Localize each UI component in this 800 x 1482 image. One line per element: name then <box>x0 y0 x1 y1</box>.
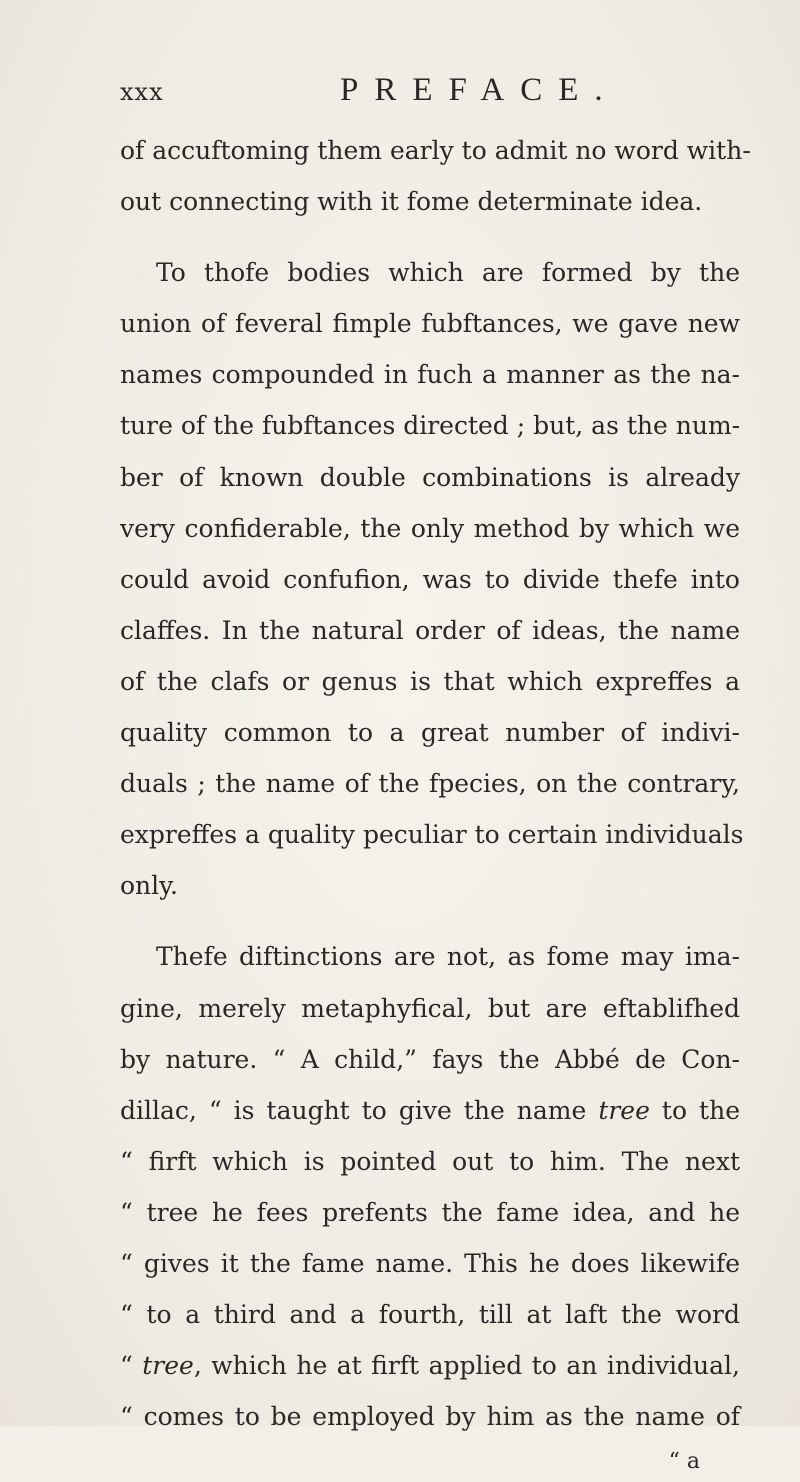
text-segment: dillac, “ is taught to give the name <box>120 1095 587 1125</box>
running-title: PREFACE. <box>340 72 619 108</box>
text-line: duals ; the name of the fpecies, on the contrary, <box>120 769 740 799</box>
text-line: of the clafs or genus is that which expreffes a <box>120 666 740 696</box>
italic-word: tree <box>598 1095 650 1125</box>
text-line: union of feveral fimple fubftances, we gave new <box>120 309 740 339</box>
text-line: ber of known double combinations is already <box>120 462 740 492</box>
page-number: xxx <box>120 78 164 106</box>
text-line: expreffes a quality peculiar to certain individuals <box>120 820 744 850</box>
page-header <box>0 72 800 120</box>
text-line: “ firft which is pointed out to him. The next <box>120 1146 740 1176</box>
text-line: names compounded in fuch a manner as the na- <box>120 360 740 390</box>
text-line: very confiderable, the only method by which we <box>120 513 740 543</box>
text-segment: to the <box>649 1095 740 1125</box>
text-line: “ comes to be employed by him as the name of <box>120 1402 740 1432</box>
italic-word: tree <box>142 1351 194 1381</box>
text-line: “ gives it the fame name. This he does likewife <box>120 1248 740 1278</box>
text-line: To thofe bodies which are formed by the <box>156 258 740 288</box>
text-segment: , which he at firft applied to an individual, <box>193 1351 740 1381</box>
text-line: ture of the fubftances directed ; but, as the num- <box>120 411 741 441</box>
body-text <box>120 125 751 1482</box>
text-line: “ to a third and a fourth, till at laft the word <box>120 1300 740 1330</box>
text-line: claffes. In the natural order of ideas, the name <box>120 615 740 645</box>
text-line: of accuftoming them early to admit no word with- <box>120 136 751 165</box>
text-line: Thefe diftinctions are not, as fome may ima- <box>156 942 740 972</box>
text-line: “ tree he fees prefents the fame idea, and he <box>120 1197 740 1227</box>
text-line-with-italic <box>120 1085 740 1136</box>
catchword: “ a <box>668 1449 700 1475</box>
text-line-with-italic <box>120 1340 740 1391</box>
text-line: gine, merely metaphyfical, but are eftablifhed <box>120 993 740 1023</box>
text-line: out connecting with it fome determinate idea. <box>120 187 703 217</box>
text-line: by nature. “ A child,” fays the Abbé de Con- <box>120 1044 740 1074</box>
text-line: could avoid confufion, was to divide thefe into <box>120 564 740 594</box>
text-line: quality common to a great number of indivi- <box>120 718 740 748</box>
text-line: only. <box>120 871 178 901</box>
text-segment: “ <box>120 1351 143 1381</box>
